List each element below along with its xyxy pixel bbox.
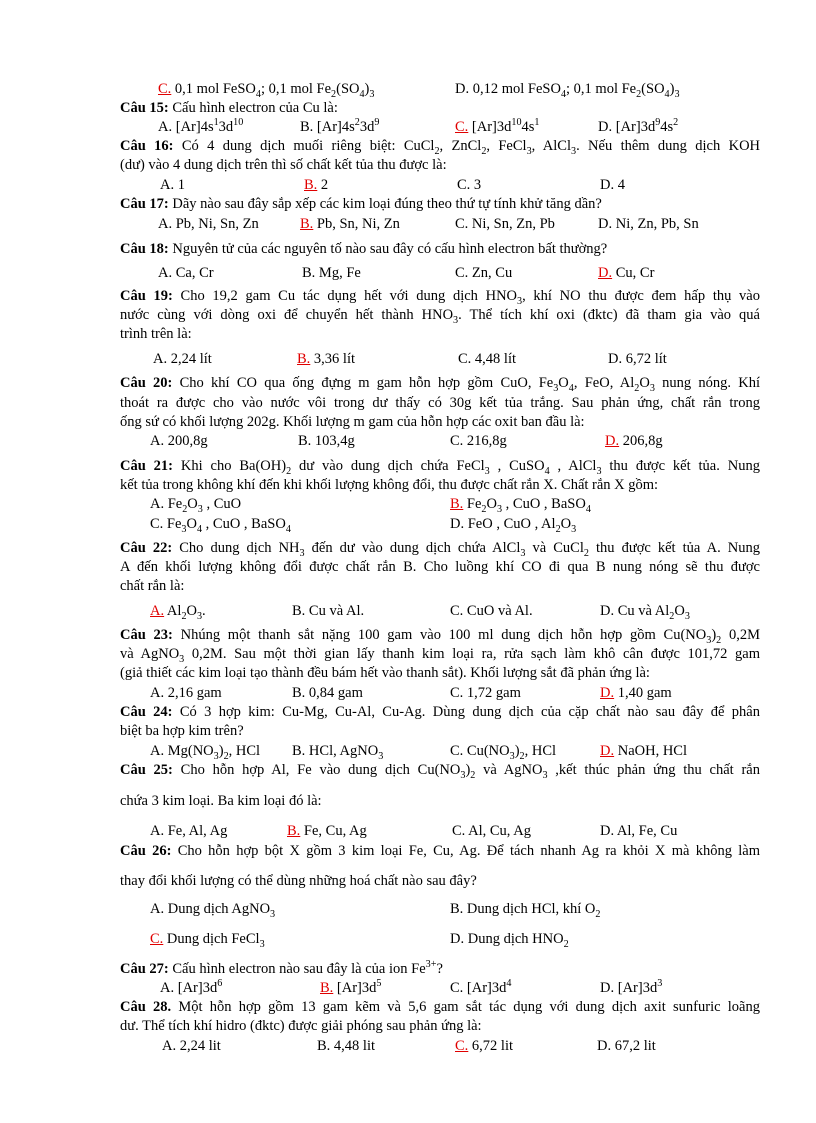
option-letter: D.	[600, 603, 615, 619]
answer-option	[450, 515, 576, 533]
answer-option	[608, 350, 667, 368]
answer-option	[458, 350, 516, 368]
option-text: FeO , CuO , $Al_2O_3$	[464, 516, 577, 535]
option-letter: D.	[450, 931, 465, 947]
question-text: (dư) vào 4 dung dịch trên thì số chất kết tủa thu được là:	[120, 157, 447, 173]
question-number: Câu 27:	[120, 961, 169, 977]
option-text: 2,24 lít	[167, 351, 212, 367]
answer-options-row	[120, 215, 760, 233]
option-text: $[Ar]3d^{10}4s^1$	[468, 117, 540, 135]
answer-option	[450, 742, 556, 760]
question-text: (giả thiết các kim loại tạo thành đều bám hết vào thanh sắt). Khối lượng sắt đã phản ứng là:	[120, 665, 650, 681]
answer-option-correct	[600, 684, 672, 702]
option-letter: D.	[608, 351, 623, 367]
question-number: Câu 26:	[120, 843, 172, 859]
option-letter: A.	[158, 265, 173, 281]
option-text: $[Ar]3d^6$	[174, 978, 223, 996]
answer-options-row	[120, 900, 760, 918]
option-text: Cu và $Al_2O_3$	[614, 603, 690, 622]
question-number: Câu 20:	[120, 375, 173, 391]
answer-option	[150, 742, 260, 760]
option-letter: C.	[450, 743, 464, 759]
answer-option	[598, 215, 699, 233]
answer-options-row	[120, 742, 760, 760]
answer-option-correct	[287, 822, 367, 840]
question-text-line	[120, 558, 760, 576]
answer-option	[150, 684, 222, 702]
question-text: Cấu hình electron nào sau đây là của ion $Fe^{3+}$?	[168, 959, 443, 977]
option-letter: A.	[150, 823, 165, 839]
option-letter: C.	[450, 603, 464, 619]
option-text: 3,36 lít	[310, 351, 356, 367]
answer-option	[300, 118, 379, 136]
option-letter: D.	[600, 177, 615, 193]
question-text-line	[120, 394, 760, 412]
option-text: Cu và Al.	[305, 603, 365, 619]
question-number: Câu 17:	[120, 196, 169, 212]
option-text: Dung dịch FeCl$_3$	[163, 931, 265, 950]
question-number: Câu 19:	[120, 288, 173, 304]
option-text: $Mg(NO_3)_2$, HCl	[164, 743, 261, 762]
option-letter: A.	[150, 496, 165, 512]
answer-option-correct	[150, 930, 265, 948]
option-text: CuO và Al.	[463, 603, 533, 619]
option-text: 1,72 gam	[463, 685, 521, 701]
answer-option	[150, 900, 275, 918]
option-text: Ca, Cr	[172, 265, 214, 281]
answer-option	[455, 215, 555, 233]
option-letter: C.	[150, 931, 164, 947]
option-text: 1,40 gam	[614, 685, 672, 701]
question-number: Câu 18:	[120, 241, 169, 257]
answer-options-row	[120, 822, 760, 840]
question-text-line	[120, 156, 760, 174]
option-text: 2	[317, 177, 329, 193]
option-text: HCl, AgNO$_3$	[305, 743, 384, 762]
option-text: 6,72 lít	[622, 351, 667, 367]
answer-option	[150, 495, 241, 513]
question-text-line	[120, 645, 760, 663]
question-text-line	[120, 476, 760, 494]
option-letter: C.	[158, 81, 172, 97]
option-text: Ni, Zn, Pb, Sn	[612, 216, 699, 232]
option-text: 0,12 mol FeSO$_4$; 0,1 mol $Fe_2(SO_4)_3$	[469, 81, 680, 100]
answer-options-row	[120, 979, 760, 997]
option-text: $[Ar]4s^23d^9$	[313, 117, 380, 135]
question-text-line	[120, 998, 760, 1016]
option-letter: A.	[162, 1038, 177, 1054]
answer-option-correct	[455, 1037, 513, 1055]
question-text: Nhúng một thanh sắt nặng 100 gam vào 100 ml dung dịch hỗn hợp gồm $Cu(NO_3)_2$ 0,2M	[172, 627, 760, 646]
question-text: Cho 19,2 gam Cu tác dụng hết với dung dịch $HNO_3$, khí NO thu được đem hấp thụ vào	[172, 288, 760, 307]
question-text: Cho hỗn hợp bột X gồm 3 kim loại Fe, Cu, Ag. Để tách nhanh Ag ra khỏi X mà không làm	[171, 843, 760, 859]
question-text-line	[120, 374, 760, 392]
option-letter: B.	[298, 433, 312, 449]
option-letter: C.	[455, 265, 469, 281]
answer-option	[160, 176, 185, 194]
question-text: chất rắn là:	[120, 578, 185, 594]
option-text: $Al_2O_3$.	[164, 603, 206, 622]
option-letter: A.	[160, 980, 175, 996]
option-text: Pb, Ni, Sn, Zn	[172, 216, 259, 232]
option-text: 2,24 lit	[176, 1038, 221, 1054]
question-text: Khi cho $Ba(OH)_2$ dư vào dung dịch chứa FeCl$_3$ , CuSO$_4$ , AlCl$_3$ thu được kết tủa. Nung	[173, 458, 760, 477]
option-letter: B.	[317, 1038, 331, 1054]
answer-option	[597, 1037, 656, 1055]
option-letter: D.	[600, 980, 615, 996]
question-text: chứa 3 kim loại. Ba kim loại đó là:	[120, 793, 322, 809]
option-letter: D.	[598, 119, 613, 135]
option-text: 4	[614, 177, 625, 193]
question-text: Có 4 dung dịch muối riêng biệt: CuCl$_2$, ZnCl$_2$, FeCl$_3$, AlCl$_3$. Nếu thêm dung dịch KOH	[173, 138, 761, 157]
option-letter: B.	[300, 216, 314, 232]
option-letter: C.	[455, 119, 469, 135]
answer-options-row	[120, 1037, 760, 1055]
answer-option	[452, 822, 531, 840]
question-text: Cho khí CO qua ống đựng m gam hỗn hợp gồm CuO, $Fe_3O_4$, FeO, $Al_2O_3$ nung nóng. Khí	[172, 375, 760, 394]
answer-options-row	[120, 176, 760, 194]
option-text: $[Ar]3d^4$	[463, 978, 512, 996]
option-text: Dung dịch AgNO$_3$	[164, 901, 276, 920]
option-text: 6,72 lit	[468, 1038, 514, 1054]
option-text: $Fe_2O_3$ , CuO , BaSO$_4$	[463, 496, 591, 515]
question-text-line	[120, 872, 760, 890]
option-text: 1	[174, 177, 185, 193]
answer-option	[600, 176, 625, 194]
option-text: $[Ar]3d^5$	[333, 978, 382, 996]
answer-option-correct	[320, 979, 381, 997]
question-text-line	[120, 287, 760, 305]
question-number: Câu 21:	[120, 458, 174, 474]
answer-option	[600, 979, 662, 997]
option-letter: C.	[450, 980, 464, 996]
option-letter: C.	[455, 1038, 469, 1054]
question-text-line	[120, 664, 760, 682]
option-letter: D.	[600, 823, 615, 839]
option-text: 206,8g	[619, 433, 663, 449]
option-letter: B.	[450, 901, 464, 917]
option-letter: A.	[150, 603, 165, 619]
option-letter: C.	[150, 516, 164, 532]
option-letter: C.	[450, 685, 464, 701]
question-number: Câu 28.	[120, 999, 172, 1015]
option-letter: C.	[452, 823, 466, 839]
option-letter: C.	[458, 351, 472, 367]
answer-option	[457, 176, 481, 194]
answer-option-correct	[605, 432, 663, 450]
question-number: Câu 24:	[120, 704, 173, 720]
answer-options-row	[120, 118, 760, 136]
option-text: Al, Fe, Cu	[614, 823, 678, 839]
option-text: 0,1 mol FeSO$_4$; 0,1 mol $Fe_2(SO_4)_3$	[171, 81, 375, 100]
answer-option	[158, 118, 243, 136]
answer-option	[450, 432, 507, 450]
answer-option-correct	[297, 350, 355, 368]
option-text: Ni, Sn, Zn, Pb	[468, 216, 555, 232]
answer-options-row	[120, 495, 760, 513]
option-text: 0,84 gam	[305, 685, 363, 701]
question-text-line	[120, 325, 760, 343]
option-letter: D.	[600, 685, 615, 701]
option-letter: B.	[292, 603, 306, 619]
answer-option-correct	[455, 118, 539, 136]
question-text-line	[120, 626, 760, 644]
answer-option	[450, 930, 569, 948]
question-number: Câu 25:	[120, 762, 173, 778]
option-text: NaOH, HCl	[614, 743, 688, 759]
answer-option-correct	[150, 602, 206, 620]
option-text: Dung dịch HCl, khí $O_2$	[463, 901, 601, 920]
option-letter: C.	[450, 433, 464, 449]
question-number: Câu 15:	[120, 100, 169, 116]
answer-option	[302, 264, 361, 282]
answer-option-correct	[600, 742, 687, 760]
question-text: Dãy nào sau đây sắp xếp các kim loại đúng theo thứ tự tính khử tăng dần?	[168, 196, 602, 212]
answer-option	[450, 979, 511, 997]
question-text: biệt ba hợp kim trên?	[120, 723, 244, 739]
option-letter: A.	[150, 433, 165, 449]
question-text-line	[120, 195, 760, 213]
option-letter: A.	[153, 351, 168, 367]
option-letter: A.	[160, 177, 175, 193]
option-text: 103,4g	[311, 433, 355, 449]
option-text: 216,8g	[463, 433, 507, 449]
answer-option	[450, 602, 533, 620]
question-text-line	[120, 792, 760, 810]
option-letter: A.	[150, 901, 165, 917]
answer-options-row	[120, 602, 760, 620]
answer-option	[450, 900, 600, 918]
answer-options-row	[120, 684, 760, 702]
answer-options-row	[120, 432, 760, 450]
answer-option	[150, 822, 227, 840]
option-text: $[Ar]4s^13d^{10}$	[172, 117, 244, 135]
answer-option	[158, 215, 259, 233]
option-text: Mg, Fe	[315, 265, 361, 281]
answer-option-correct	[158, 80, 374, 98]
question-text-line	[120, 761, 760, 779]
question-text: Cho dung dịch $NH_3$ đến dư vào dung dịch chứa AlCl$_3$ và CuCl$_2$ thu được kết tủa A. Nung	[172, 540, 761, 559]
answer-option-correct	[300, 215, 400, 233]
question-text-line	[120, 306, 760, 324]
question-text: Cho hỗn hợp Al, Fe vào dung dịch $Cu(NO_3)_2$ và AgNO$_3$ ,kết thúc phản ứng thu chất rắn	[172, 762, 760, 781]
option-letter: B.	[287, 823, 301, 839]
question-text-line	[120, 577, 760, 595]
answer-option	[600, 602, 690, 620]
question-text: Cấu hình electron của Cu là:	[168, 100, 338, 116]
question-text: dư. Thể tích khí hidro (đktc) được giải phóng sau phản ứng là:	[120, 1018, 482, 1034]
option-letter: D.	[600, 743, 615, 759]
option-letter: D.	[605, 433, 620, 449]
answer-options-row	[120, 515, 760, 533]
question-text: thoát ra được cho vào nước vôi trong dư thấy có 30g kết tủa trắng. Sau phản ứng, chất rắn trong	[120, 395, 760, 411]
option-letter: A.	[158, 119, 173, 135]
answer-option	[150, 432, 208, 450]
question-text: A đến khối lượng không đổi được chất rắn B. Cho luồng khí CO đi qua B nung nóng sẽ thu được	[120, 559, 760, 575]
option-text: $[Ar]3d^3$	[614, 978, 663, 996]
option-text: $Fe_3O_4$ , CuO , BaSO$_4$	[163, 516, 291, 535]
answer-option	[298, 432, 355, 450]
question-text: Một hỗn hợp gồm 13 gam kẽm và 5,6 gam sắt tác dụng với dung dịch axit sunfuric loãng	[171, 999, 760, 1015]
option-text: Pb, Sn, Ni, Zn	[313, 216, 400, 232]
option-text: $Fe_2O_3$ , CuO	[164, 496, 242, 515]
question-text-line	[120, 413, 760, 431]
question-text-line	[120, 457, 760, 475]
answer-option	[598, 118, 678, 136]
option-text: Dung dịch $HNO_2$	[464, 931, 569, 950]
option-letter: B.	[292, 743, 306, 759]
answer-options-row	[120, 350, 760, 368]
option-text: 4,48 lit	[330, 1038, 376, 1054]
answer-options-row	[120, 264, 760, 282]
question-text: ống sứ có khối lượng 202g. Khối lượng m gam của hỗn hợp các oxit ban đầu là:	[120, 414, 585, 430]
option-letter: D.	[598, 265, 613, 281]
answer-option	[150, 515, 291, 533]
option-letter: D.	[598, 216, 613, 232]
answer-options-row	[120, 80, 760, 98]
option-text: $Cu(NO_3)_2$, HCl	[463, 743, 557, 762]
answer-option	[153, 350, 212, 368]
option-letter: B.	[302, 265, 316, 281]
option-text: 4,48 lít	[471, 351, 517, 367]
question-text: kết tủa trong không khí đến khi khối lượng không đổi, thu được chất rắn X. Chất rắn X gồm:	[120, 477, 659, 493]
answer-option-correct	[450, 495, 591, 513]
question-text-line	[120, 703, 760, 721]
option-letter: B.	[304, 177, 318, 193]
answer-option	[160, 979, 222, 997]
option-letter: D.	[450, 516, 465, 532]
answer-option	[600, 822, 677, 840]
answer-option	[455, 80, 680, 98]
option-letter: A.	[158, 216, 173, 232]
question-text-line	[120, 722, 760, 740]
question-text-line	[120, 1017, 760, 1035]
answer-option	[292, 684, 363, 702]
answer-option	[162, 1037, 221, 1055]
option-text: Zn, Cu	[468, 265, 513, 281]
answer-options-row	[120, 930, 760, 948]
question-text: và AgNO$_3$ 0,2M. Sau một thời gian lấy thanh kim loại ra, rửa sạch làm khô cân được 101,72 gam	[120, 646, 760, 665]
option-text: 2,16 gam	[164, 685, 222, 701]
option-text: 3	[470, 177, 482, 193]
option-text: 200,8g	[164, 433, 208, 449]
question-text: trình trên là:	[120, 326, 192, 342]
option-letter: B.	[297, 351, 311, 367]
question-text-line	[120, 99, 760, 117]
option-letter: A.	[150, 685, 165, 701]
option-text: 67,2 lit	[611, 1038, 656, 1054]
question-text-line	[120, 842, 760, 860]
option-text: $[Ar]3d^94s^2$	[612, 117, 679, 135]
question-text-line	[120, 137, 760, 155]
question-text: thay đổi khối lượng có thể dùng những hoá chất nào sau đây?	[120, 873, 477, 889]
option-letter: C.	[457, 177, 471, 193]
answer-option	[292, 742, 383, 760]
answer-option-correct	[304, 176, 328, 194]
question-text: Có 3 hợp kim: Cu-Mg, Cu-Al, Cu-Ag. Dùng dung dịch của cặp chất nào sau đây để phân	[172, 704, 760, 720]
question-number: Câu 16:	[120, 138, 174, 154]
option-letter: A.	[150, 743, 165, 759]
question-number: Câu 23:	[120, 627, 173, 643]
answer-option	[450, 684, 521, 702]
answer-option	[158, 264, 214, 282]
option-text: Fe, Cu, Ag	[300, 823, 367, 839]
answer-option	[292, 602, 364, 620]
option-letter: B.	[292, 685, 306, 701]
question-number: Câu 22:	[120, 540, 173, 556]
question-text-line	[120, 539, 760, 557]
answer-option	[317, 1037, 375, 1055]
question-text: Nguyên tử của các nguyên tố nào sau đây có cấu hình electron bất thường?	[168, 241, 608, 257]
option-letter: C.	[455, 216, 469, 232]
option-text: Al, Cu, Ag	[465, 823, 531, 839]
option-letter: D.	[455, 81, 470, 97]
answer-option-correct	[598, 264, 654, 282]
option-letter: B.	[320, 980, 334, 996]
option-letter: B.	[450, 496, 464, 512]
answer-option	[455, 264, 512, 282]
option-text: Fe, Al, Ag	[164, 823, 228, 839]
question-text-line	[120, 960, 760, 978]
option-letter: B.	[300, 119, 314, 135]
option-letter: D.	[597, 1038, 612, 1054]
question-text-line	[120, 240, 760, 258]
option-text: Cu, Cr	[612, 265, 655, 281]
question-text: nước cùng với dòng oxi để chuyển hết thành $HNO_3$. Thể tích khí oxi (đktc) đã tham gia vào quá	[120, 307, 760, 326]
